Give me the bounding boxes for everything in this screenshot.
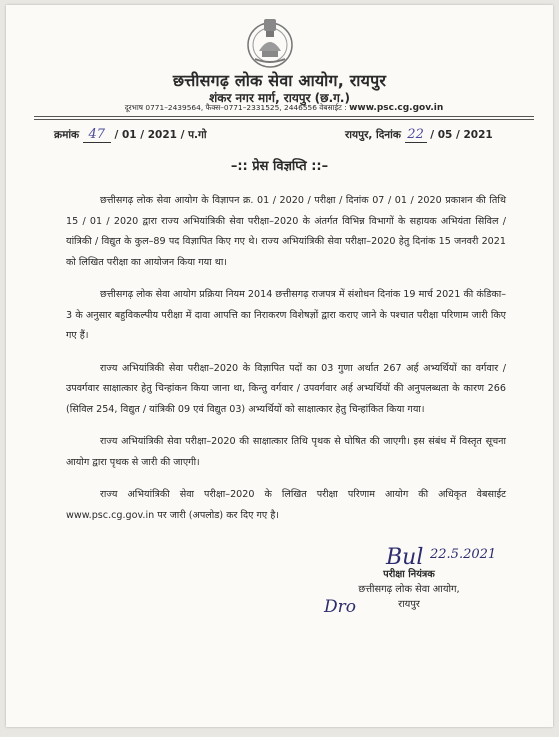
signatory-title: परीक्षा नियंत्रक [383, 569, 435, 580]
contact-phone: दूरभाष 0771–2439564, फैक्स–0771–2331525, 2446556 वेबसाईट : [124, 103, 350, 112]
signatory-block [344, 567, 474, 612]
press-release-body [66, 191, 506, 538]
paragraph-4: राज्य अभियांत्रिकी सेवा परीक्षा–2020 की साक्षात्कार तिथि पृथक से घोषित की जाएगी। इस संबंध में विस्तृत सूचना आयोग द्वारा पृथक से जारी की जाएगी। [66, 436, 506, 468]
signatory-org: छत्तीसगढ़ लोक सेवा आयोग, [358, 584, 460, 595]
reference-number [54, 127, 207, 143]
paragraph-2: छत्तीसगढ़ लोक सेवा आयोग प्रक्रिया नियम 2014 छत्तीसगढ़ राजपत्र में संशोधन दिनांक 19 मार्च 2021 की कंडिका–3 के अनुसार बहुविकल्पीय परीक्षा में दावा आपत्ति का निराकरण विशेषज्ञों द्वारा कराए जाने के पश्चात परीक्षा परिणाम जारी किए गए हैं। [66, 289, 506, 341]
header-divider [34, 116, 534, 117]
date-month-year: / 05 / 2021 [430, 129, 493, 141]
handwritten-initials: Dro [324, 597, 356, 617]
paragraph-5: राज्य अभियांत्रिकी सेवा परीक्षा–2020 के लिखित परीक्षा परिणाम आयोग की अधिकृत वेबसाईट www.psc.cg.gov.in पर जारी (अपलोड) कर दिए गए है। [66, 489, 506, 521]
press-release-title: –:: प्रेस विज्ञप्ति ::– [230, 159, 329, 174]
reference-handwritten-number: 47 [83, 127, 111, 143]
signatory-city: रायपुर [398, 599, 420, 610]
paragraph-1: छत्तीसगढ़ लोक सेवा आयोग के विज्ञापन क्र. 01 / 2020 / परीक्षा / दिनांक 07 / 01 / 2020 प्रकाशन की तिथि 15 / 01 / 2020 द्वारा राज्य अभियांत्रिकी सेवा परीक्षा–2020 के अंतर्गत विभिन्न विभागों के सहायक अभियंता सिविल / यांत्रिकी / विद्युत के कुल–89 पद विज्ञापित किए गए थे। राज्य अभियांत्रिकी सेवा परीक्षा–2020 हेतु दिनांक 15 जनवरी 2021 को लिखित परीक्षा का आयोजन किया गया था। [66, 195, 506, 268]
handwritten-signature: Bul [386, 545, 424, 570]
org-address: शंकर नगर मार्ग, रायपुर (छ.ग.) [209, 91, 350, 105]
signature-date: 22.5.2021 [430, 547, 497, 562]
state-emblem-icon [245, 15, 295, 69]
header-divider-second [34, 119, 534, 120]
date-handwritten-day: 22 [405, 127, 427, 143]
document-page [6, 5, 553, 727]
reference-prefix: क्रमांक [54, 129, 80, 141]
place-date-label: रायपुर, दिनांक [345, 129, 401, 141]
place-date [345, 127, 493, 143]
paragraph-3: राज्य अभियांत्रिकी सेवा परीक्षा–2020 के विज्ञापित पदों का 03 गुणा अर्थात 267 अर्ह अभ्यर्थियों का वर्गवार / उपवर्गवार साक्षात्कार हेतु चिन्हांकन किया जाना था, किन्तु वर्गवार / उपवर्गवार अर्ह अभ्यर्थियों की अनुपलब्धता के कारण 266 (सिविल 254, विद्युत / यांत्रिकी 09 एवं विद्युत 03) अभ्यर्थियों को साक्षात्कार हेतु चिन्हांकित किया गया। [66, 362, 506, 415]
contact-line [34, 103, 534, 113]
website-link[interactable]: www.psc.cg.gov.in [349, 103, 444, 113]
org-title: छत्तीसगढ़ लोक सेवा आयोग, रायपुर [172, 71, 387, 90]
reference-suffix: / 01 / 2021 / प.गो [114, 129, 207, 141]
